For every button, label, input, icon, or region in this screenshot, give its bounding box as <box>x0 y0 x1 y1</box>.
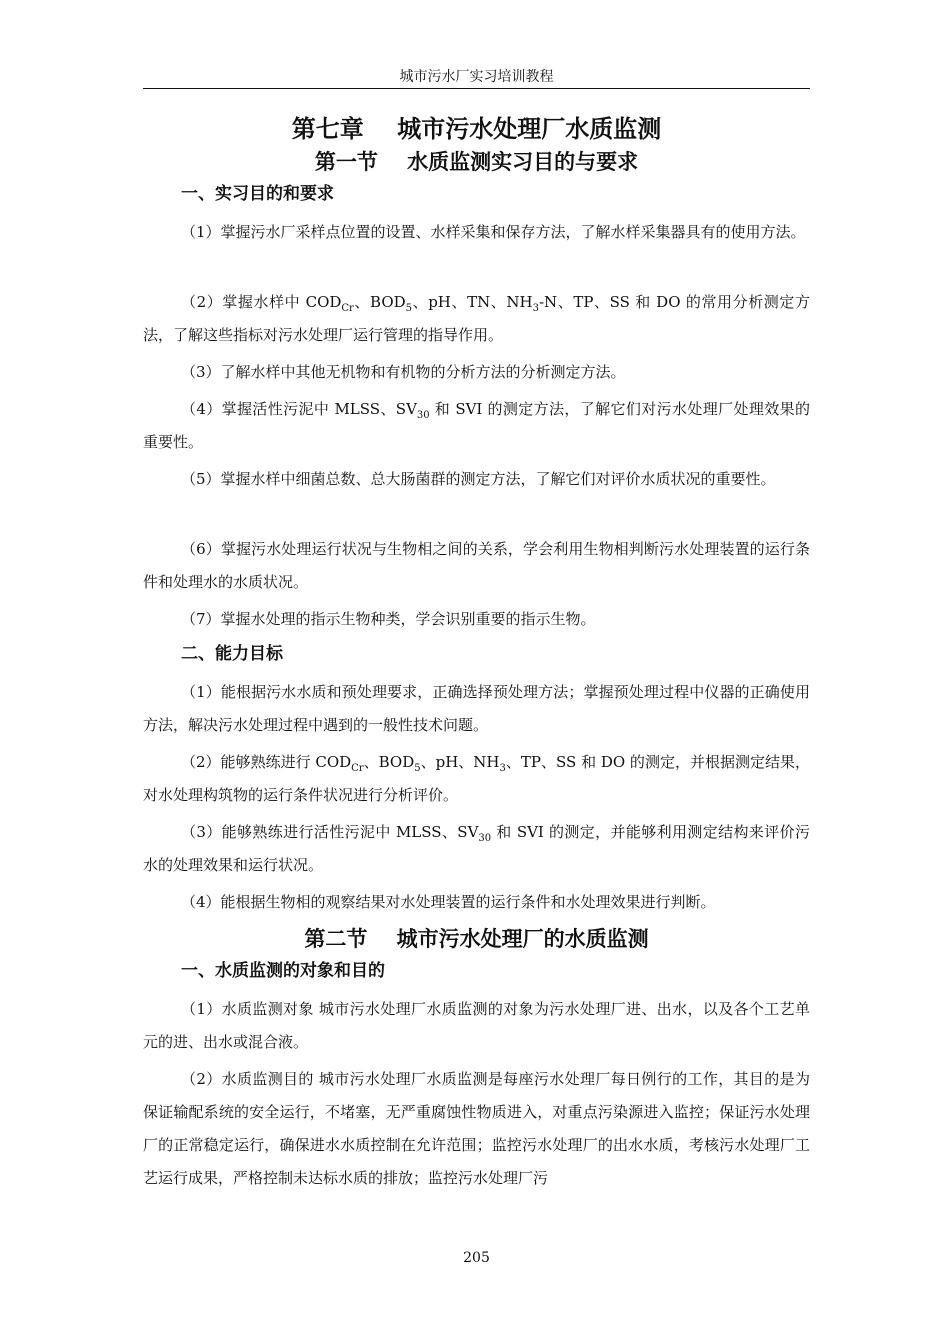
text-run: （4）掌握活性污泥中 MLSS、SV <box>181 400 417 418</box>
subscript: 3 <box>499 763 506 774</box>
text-run: 、pH、TN、NH <box>412 293 533 311</box>
text-run: （2）掌握水样中 COD <box>181 293 342 311</box>
page-body <box>143 112 810 1199</box>
chapter-title: 第七章 城市污水处理厂水质监测 <box>291 114 662 143</box>
ability-4: （4）能根据生物相的观察结果对水处理装置的运行条件和水处理效果进行判断。 <box>181 893 716 911</box>
text-run: -N、TP、SS 和 DO 的常用分析测定方法，了解这些指标对污水处理厂运行管理的指导作用。 <box>143 293 810 344</box>
text-run: 、BOD <box>353 293 406 311</box>
text-run: 、BOD <box>363 753 415 771</box>
subscript: 30 <box>416 410 430 421</box>
running-header: 城市污水厂实习培训教程 <box>399 69 554 85</box>
page-number: 205 <box>463 1250 490 1266</box>
text-run: （2）能够熟练进行 COD <box>181 753 352 771</box>
ability-3 <box>143 816 810 882</box>
objective-2 <box>143 286 810 352</box>
section-2-part-1-heading: 一、水质监测的对象和目的 <box>181 961 385 981</box>
objective-1: （1）掌握污水厂采样点位置的设置、水样采集和保存方法，了解水样采集器具有的使用方法。 <box>181 223 806 241</box>
objective-3: （3）了解水样中其他无机物和有机物的分析方法的分析测定方法。 <box>181 363 626 381</box>
section-1-part-1-heading: 一、实习目的和要求 <box>181 184 334 204</box>
text-run: 和 SVI 的测定，并能够利用测定结构来评价污水的处理效果和运行状况。 <box>143 823 810 874</box>
text-run: （3）能够熟练进行活性污泥中 MLSS、SV <box>181 823 479 841</box>
subscript: 5 <box>405 303 413 314</box>
ability-2 <box>143 746 810 812</box>
objective-4 <box>143 393 810 459</box>
objective-7: （7）掌握水处理的指示生物种类，学会识别重要的指示生物。 <box>181 610 596 628</box>
text-run: 、pH、NH <box>420 753 500 771</box>
monitoring-objects: （1）水质监测对象 城市污水处理厂水质监测的对象为污水处理厂进、出水，以及各个工艺单元的进、出水或混合液。 <box>143 1000 810 1051</box>
subscript: Cr <box>341 303 354 314</box>
text-run: 、TP、SS 和 DO 的测定，并根据测定结果，对水处理构筑物的运行条件状况进行分析评价。 <box>143 753 810 804</box>
subscript: 30 <box>478 833 492 844</box>
objective-5: （5）掌握水样中细菌总数、总大肠菌群的测定方法，了解它们对评价水质状况的重要性。 <box>181 470 776 488</box>
objective-6: （6）掌握污水处理运行状况与生物相之间的关系，学会利用生物相判断污水处理装置的运行条件和处理水的水质状况。 <box>143 540 810 591</box>
section-2-title: 第二节 城市污水处理厂的水质监测 <box>304 926 649 951</box>
ability-1: （1）能根据污水水质和预处理要求，正确选择预处理方法；掌握预处理过程中仪器的正确使用方法，解决污水处理过程中遇到的一般性技术问题。 <box>143 683 810 734</box>
section-1-part-2-heading: 二、能力目标 <box>181 644 283 664</box>
subscript: Cr <box>351 763 364 774</box>
text-run: 和 SVI 的测定方法，了解它们对污水处理厂处理效果的重要性。 <box>143 400 810 451</box>
subscript: 3 <box>532 303 539 314</box>
monitoring-purpose: （2）水质监测目的 城市污水处理厂水质监测是每座污水处理厂每日例行的工作，其目的是为保证输配系统的安全运行，不堵塞，无严重腐蚀性物质进入，对重点污染源进入监控；保证污水处理厂的正常稳定运行，确保进水水质控制在允许范围；监控污水处理厂的出水水质，考核污水处理厂工艺运行成果，严格控制未达标水质的排放；监控污水处理厂污 <box>143 1070 810 1187</box>
subscript: 5 <box>414 763 421 774</box>
section-1-title: 第一节 水质监测实习目的与要求 <box>314 149 639 174</box>
header-divider <box>143 88 810 89</box>
